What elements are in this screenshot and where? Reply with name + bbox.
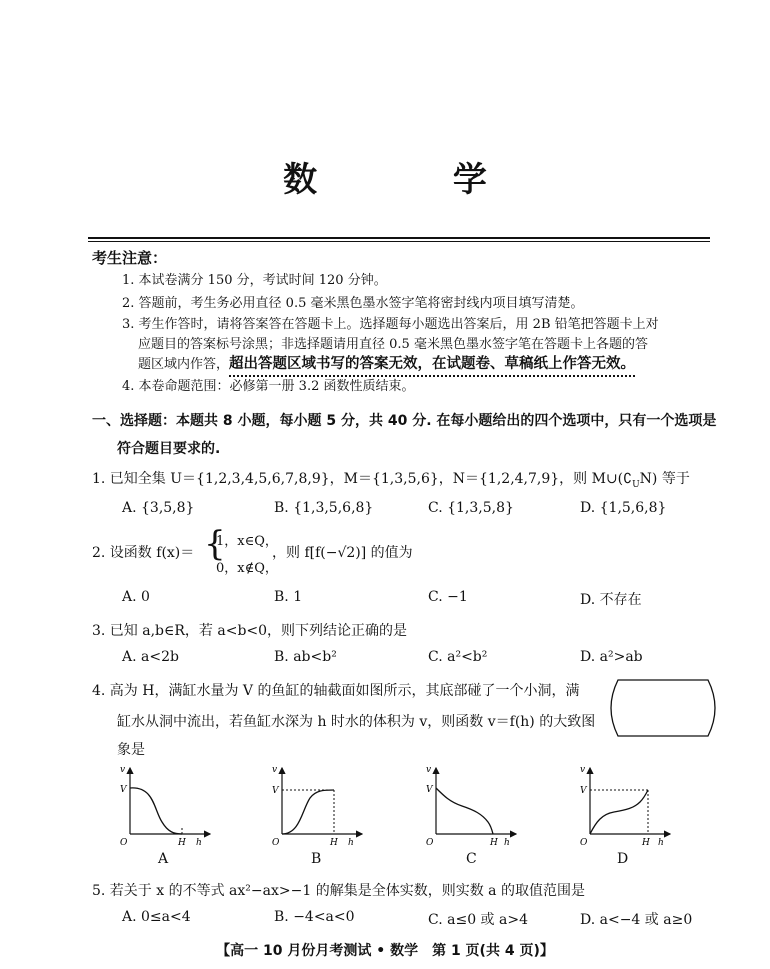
graph-label-b: B [311,851,322,867]
q5-option-a: A. 0≤a<4 [122,909,191,925]
q1-stem-end: N) 等于 [639,471,690,487]
q1-option-d: D. {1,5,6,8} [580,500,667,516]
q1-sub: U [632,479,640,490]
graph-a-O: O [120,838,128,848]
q3-option-d: D. a²>ab [580,649,643,665]
section-heading-cont: 符合题目要求的. [117,441,221,457]
notice-item-1: 1. 本试卷满分 150 分，考试时间 120 分钟。 [122,273,387,288]
q2-tail: ，则 f[f(−√2)] 的值为 [272,545,413,561]
q1-option-c: C. {1,3,5,8} [428,500,514,516]
q3-stem: 3. 已知 a,b∈R，若 a<b<0，则下列结论正确的是 [92,623,408,639]
q3-option-a: A. a<2b [122,649,179,665]
q5-option-d: D. a<−4 或 a≥0 [580,912,693,928]
q1-option-b: B. {1,3,5,6,8} [274,500,374,516]
q2-brace: { [204,524,226,564]
q3-option-b: B. ab<b² [274,649,337,665]
notice-item-3: 3. 考生作答时，请将答案答在答题卡上。选择题每小题选出答案后，用 2B 铅笔把答题卡上对 [122,317,659,332]
graph-c [426,765,516,848]
notice-item-4: 4. 本卷命题范围：必修第一册 3.2 函数性质结束。 [122,379,415,394]
q2-option-a: A. 0 [122,589,150,605]
q2-case-1: 1，x∈Q， [216,534,278,549]
graph-d-O: O [580,838,588,848]
graph-d [580,765,670,848]
graph-label-c: C [466,851,477,867]
notice-item-3-tail: 题区域内作答， [138,357,230,372]
graph-b-v-axis: v [272,765,278,775]
q2-stem: 2. 设函数 f(x)＝ [92,545,195,561]
graph-label-d: D [617,851,629,867]
q5-option-c: C. a≤0 或 a>4 [428,912,528,928]
graph-d-v-axis: v [580,765,586,775]
page-title: 数 学 [283,160,549,200]
q2-option-d: D. 不存在 [580,592,642,608]
q4-line-2: 缸水从洞中流出，若鱼缸水深为 h 时水的体积为 v，则函数 v＝f(h) 的大致图 [117,714,596,730]
graph-d-h: h [658,838,664,848]
graph-label-a: A [158,851,169,867]
q5-option-b: B. −4<a<0 [274,909,355,925]
q4-line-1: 4. 高为 H，满缸水量为 V 的鱼缸的轴截面如图所示，其底部碰了一个小洞，满 [92,683,580,699]
q1-stem: 1. 已知全集 U＝{1,2,3,4,5,6,7,8,9}，M＝{1,3,5,6}，N＝{1,2,4,7,9}，则 M∪(∁ [92,471,633,487]
graph-c-O: O [426,838,434,848]
q4-graphs [110,762,710,862]
graph-c-h: h [504,838,510,848]
q4-line-3: 象是 [117,742,145,758]
notice-item-3-cont: 应题目的答案标号涂黑；非选择题请用直径 0.5 毫米黑色墨水签字笔在答题卡上各题的答 [138,337,648,352]
graph-d-H: H [642,838,650,848]
graph-c-V: V [426,785,433,795]
graph-d-V: V [580,786,587,796]
header-rule-thin [88,241,710,242]
graph-a-H: H [178,838,186,848]
graph-a [120,765,210,848]
graph-b-H: H [330,838,338,848]
q1-option-a: A. {3,5,8} [122,500,195,516]
graph-a-v-axis: v [120,765,126,775]
notice-emphasis: 超出答题区域书写的答案无效，在试题卷、草稿纸上作答无效。 [229,356,635,377]
q2-case-2: 0，x∉Q， [216,561,278,576]
graph-a-V: V [120,785,127,795]
notice-heading: 考生注意： [92,249,168,267]
graph-c-v-axis: v [426,765,432,775]
graph-b-O: O [272,838,280,848]
graph-a-h: h [196,838,202,848]
question-1 [92,468,690,490]
graph-c-H: H [490,838,498,848]
q2-option-b: B. 1 [274,589,303,605]
graph-b-h: h [348,838,354,848]
q3-option-c: C. a²<b² [428,649,488,665]
notice-item-2: 2. 答题前，考生务必用直径 0.5 毫米黑色墨水签字笔将密封线内项目填写清楚。 [122,296,584,311]
graph-b-V: V [272,786,279,796]
graph-b [272,765,362,848]
page-footer: 【高一 10 月份月考测试 • 数学 第 1 页(共 4 页)】 [216,943,554,959]
header-rule-thick [88,237,710,239]
q5-stem: 5. 若关于 x 的不等式 ax²−ax>−1 的解集是全体实数，则实数 a 的取值范围是 [92,883,585,899]
notice-item-3-end [138,352,635,373]
fish-tank-figure [608,676,718,740]
q2-option-c: C. −1 [428,589,468,605]
section-heading: 一、选择题：本题共 8 小题，每小题 5 分，共 40 分. 在每小题给出的四个选项中，只有一个选项是 [92,413,717,429]
